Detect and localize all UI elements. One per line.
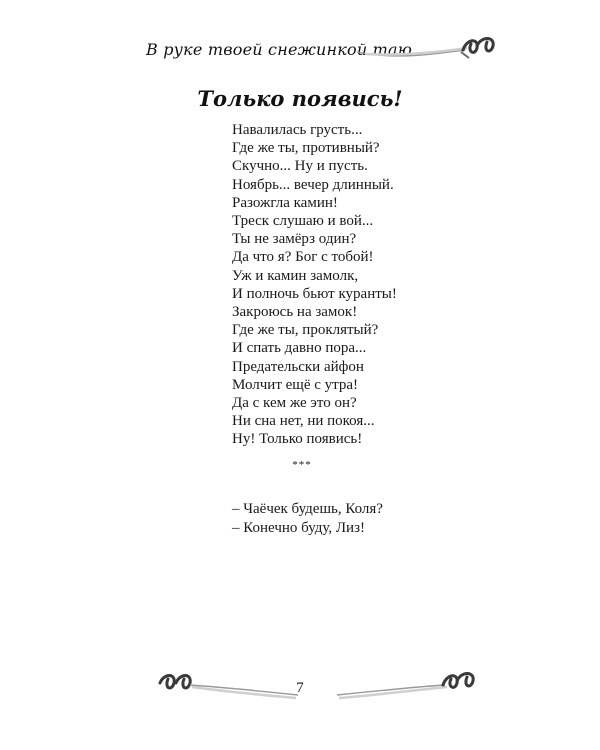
- poem-line: Да с кем же это он?: [232, 395, 357, 412]
- poem-line: Где же ты, проклятый?: [232, 322, 379, 339]
- poem-line: Молчит ещё с утра!: [232, 376, 359, 393]
- poem-line: И полночь бьют куранты!: [232, 285, 397, 302]
- dialog-line: – Конечно буду, Лиз!: [232, 520, 366, 536]
- poem-line: Скучно... Ну и пусть.: [232, 158, 368, 175]
- poem-line: Предательски айфон: [232, 358, 364, 375]
- poem-line: Ни сна нет, ни покоя...: [232, 413, 375, 430]
- page-header: [0, 0, 600, 90]
- poem-line: Ты не замёрз один?: [232, 231, 357, 248]
- poem-line: Да что я? Бог с тобой!: [232, 249, 374, 266]
- poem-line: Закроюсь на замок!: [232, 304, 358, 321]
- running-title: В руке твоей снежинкой таю: [146, 40, 413, 59]
- poem-line: Уж и камин замолк,: [232, 267, 359, 284]
- ribbon-ornament-icon: [335, 665, 485, 705]
- poem-body: [232, 121, 397, 449]
- poem-line: Ну! Только появись!: [232, 431, 363, 448]
- poem-line: Навалилась грусть...: [232, 122, 363, 138]
- dialog-block: [232, 500, 383, 538]
- poem-title: Только появись!: [197, 86, 403, 111]
- page-number: 7: [296, 680, 304, 696]
- poem-line: Ноябрь... вечер длинный.: [232, 176, 394, 193]
- ribbon-ornament-icon: [355, 30, 505, 70]
- dialog-line: – Чаёчек будешь, Коля?: [232, 501, 383, 517]
- poem-line: Треск слушаю и вой...: [232, 213, 374, 230]
- section-separator: ***: [292, 459, 312, 471]
- poem-line: И спать давно пора...: [232, 340, 367, 357]
- poem-line: Где же ты, противный?: [232, 140, 380, 157]
- poem-line: Разожгла камин!: [232, 194, 338, 211]
